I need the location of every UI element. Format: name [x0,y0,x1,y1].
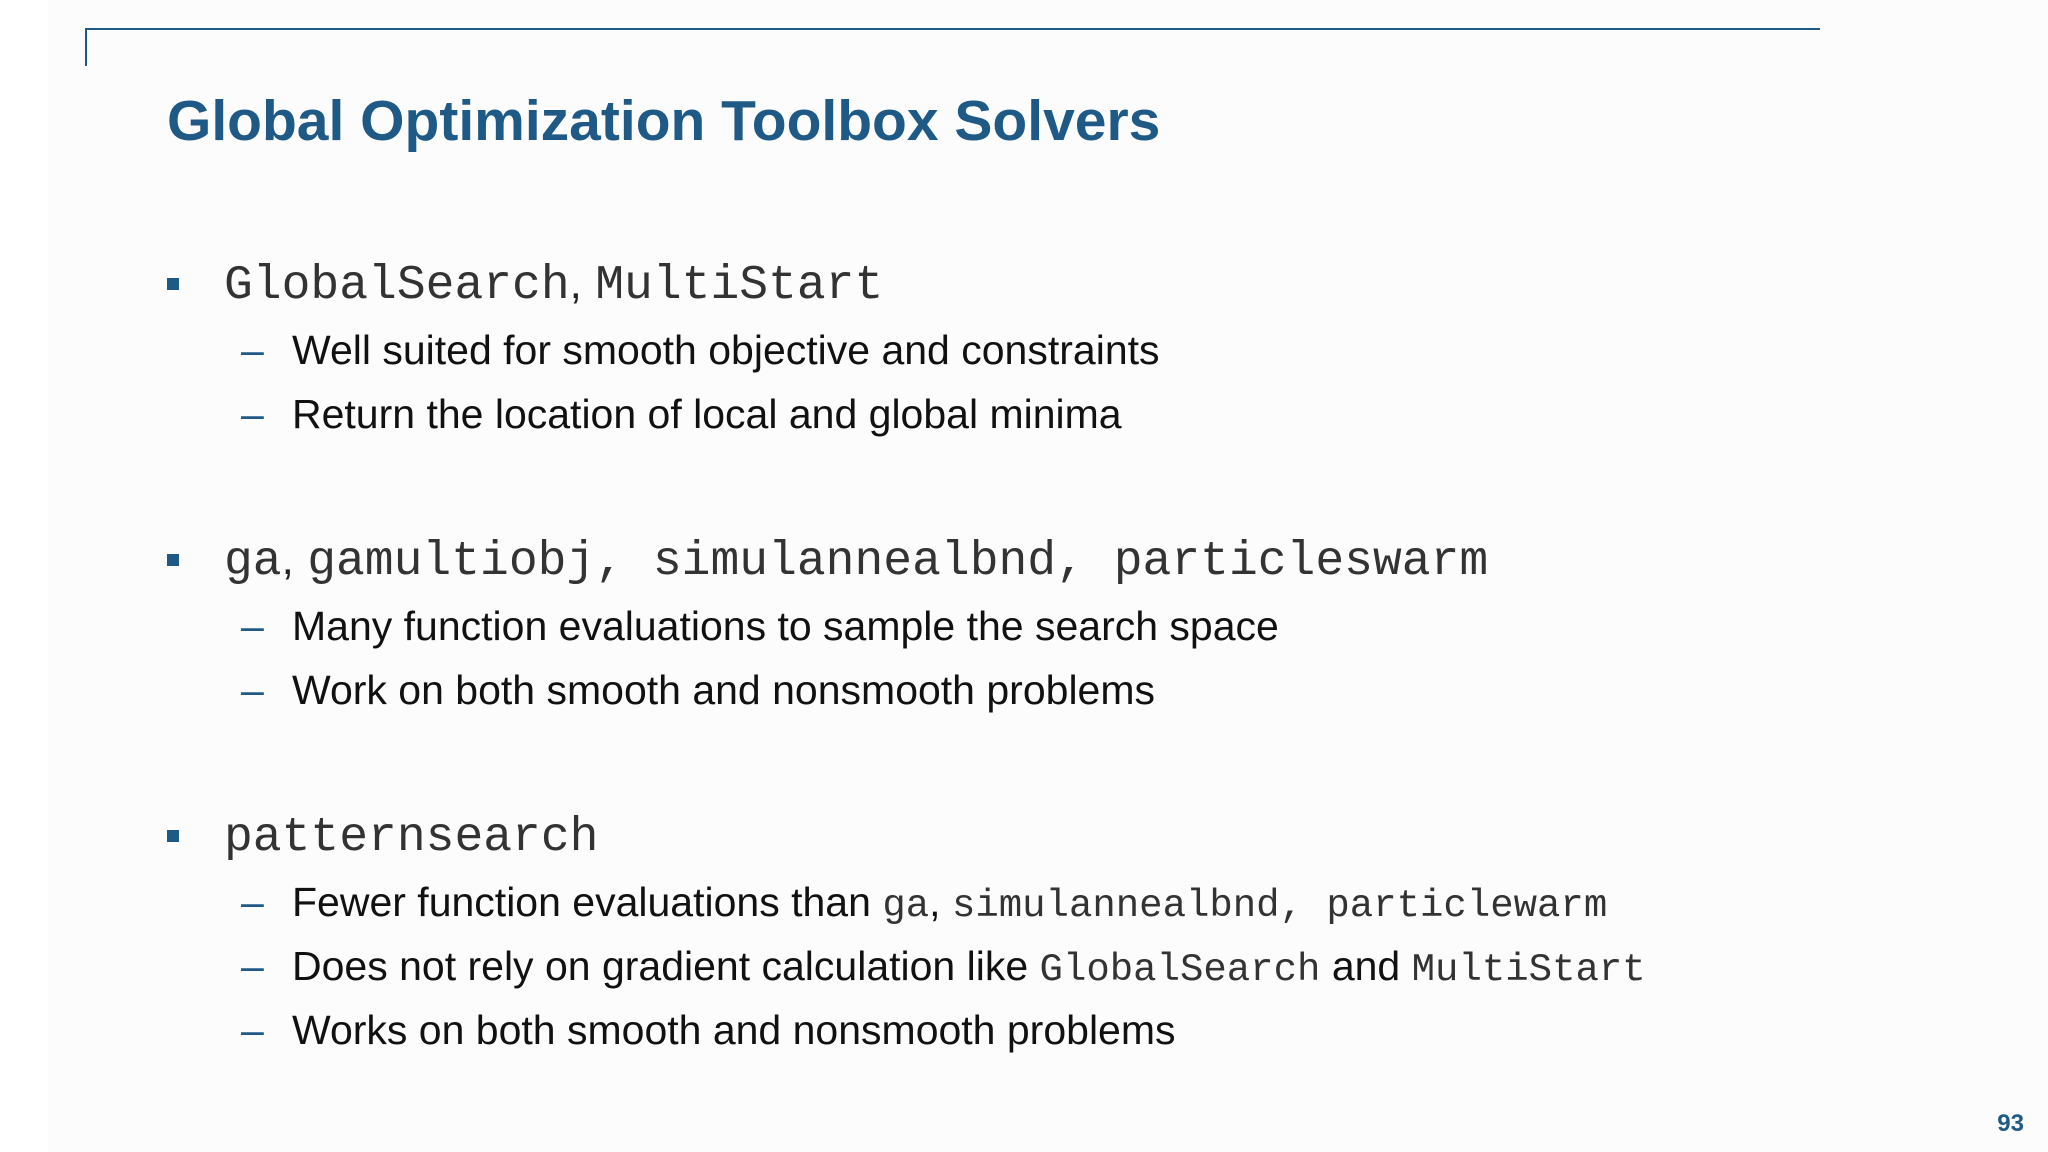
sub-bullet [167,658,1967,722]
square-bullet-icon [167,554,179,566]
sub-bullet [167,998,1967,1062]
dash-bullet-icon: – [241,667,264,713]
separator: , [281,535,294,584]
bullet-heading-text [224,248,883,321]
code-solver-list: gamultiobj, simulannealbnd, particleswarm [307,535,1489,589]
separator: , [929,879,941,925]
sub-bullet [167,318,1967,382]
bullet-group-patternsearch [167,800,1967,1062]
sub-bullet-text [292,934,1646,1002]
bullet-group-ga [167,524,1967,722]
frame-top-rule [85,28,1820,30]
code-globalsearch: GlobalSearch [224,259,570,313]
code-ga: ga [882,884,930,928]
sub-bullet [167,934,1967,998]
dash-bullet-icon: – [241,943,264,989]
sub-bullet-prose: Fewer function evaluations than [292,879,871,925]
code-globalsearch: GlobalSearch [1039,948,1321,992]
bullet-heading [167,248,1967,318]
sub-bullet-text [292,870,1607,938]
sub-bullet-text: Many function evaluations to sample the search space [292,603,1279,649]
sub-bullet-prose: Does not rely on gradient calculation like [292,943,1029,989]
bullet-group-globalsearch [167,248,1967,446]
code-patternsearch: patternsearch [224,811,599,865]
sub-bullet-text: Works on both smooth and nonsmooth problems [292,1007,1176,1053]
bullet-heading-text [224,524,1488,597]
dash-bullet-icon: – [241,391,264,437]
code-multistart: MultiStart [595,259,884,313]
slide-title: Global Optimization Toolbox Solvers [167,89,1161,153]
code-solver-list: simulannealbnd, particlewarm [951,884,1608,928]
dash-bullet-icon: – [241,603,264,649]
square-bullet-icon [167,278,179,290]
square-bullet-icon [167,830,179,842]
dash-bullet-icon: – [241,879,264,925]
bullet-heading [167,524,1967,594]
sub-bullet-text: Work on both smooth and nonsmooth problems [292,667,1156,713]
sub-bullet-text: Return the location of local and global minima [292,391,1122,437]
sub-bullet [167,594,1967,658]
sub-bullet-text: Well suited for smooth objective and constraints [292,327,1160,373]
code-multistart: MultiStart [1411,948,1646,992]
bullet-heading [167,800,1967,870]
page-number: 93 [1997,1110,2024,1137]
dash-bullet-icon: – [241,1007,264,1053]
code-ga: ga [224,535,282,589]
slide-canvas [48,0,2048,1152]
separator: , [569,259,582,308]
frame-left-rule [85,28,87,66]
conjunction: and [1331,943,1401,989]
sub-bullet [167,382,1967,446]
bullet-heading-text [224,800,598,873]
sub-bullet [167,870,1967,934]
dash-bullet-icon: – [241,327,264,373]
